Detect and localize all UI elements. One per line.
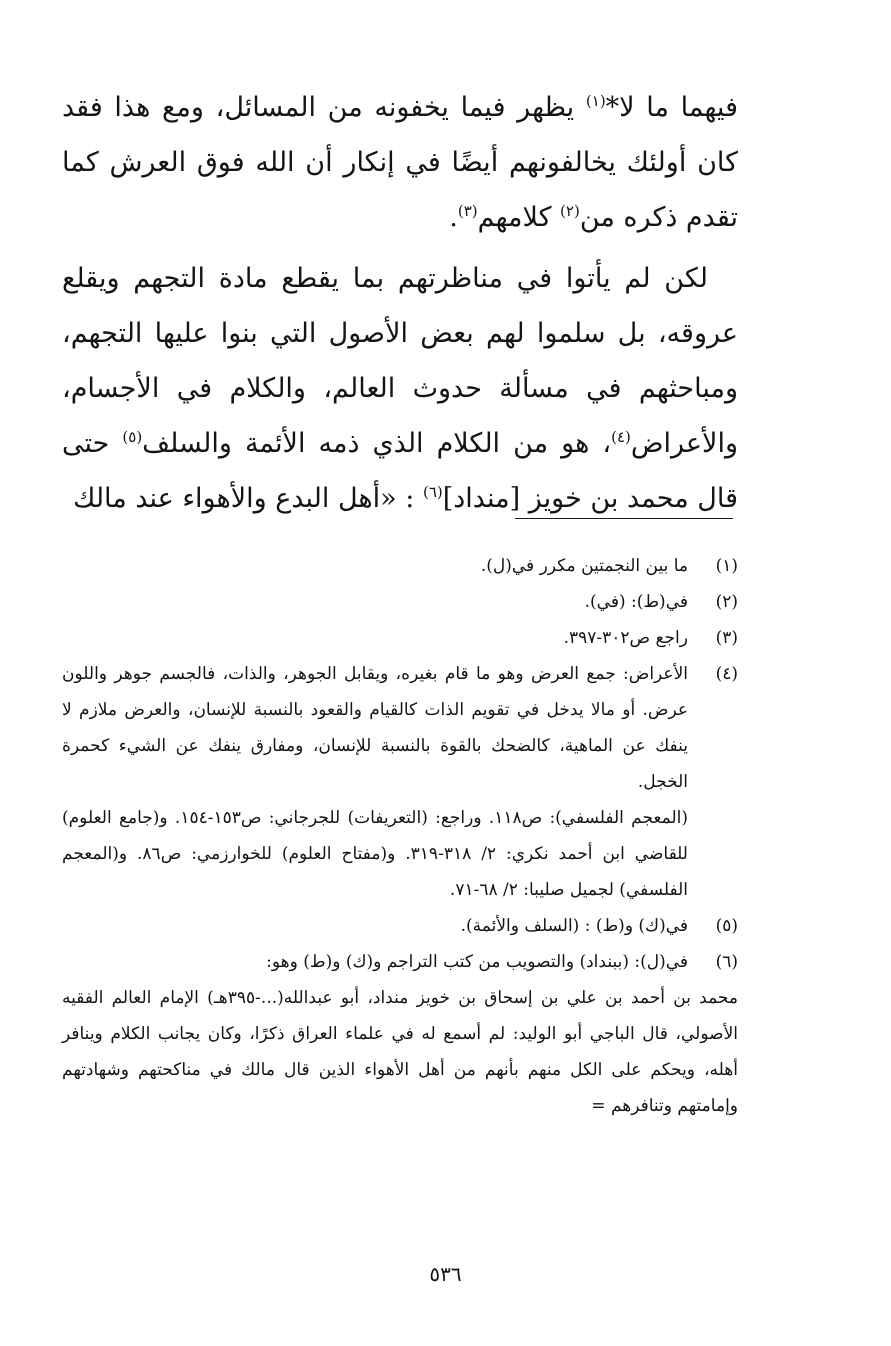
footnote-text: ما بين النجمتين مكرر في(ل). [480,556,688,576]
footnote-body [62,944,688,980]
text-run: يظهر فيما يخفونه من المسائل، ومع هذا فقد كان أولئك يخالفونهم أيضًا في إنكار أن الله فوق العرش كما تقدم ذكره من [62,92,738,233]
footnote-text: راجع ص٣٠٢-٣٩٧. [563,628,688,648]
footnote-ref-6[interactable]: (٦) [422,483,443,501]
footnote-ref-2[interactable]: (٢) [560,202,580,220]
footnote-body [62,620,688,656]
footnote-separator [515,518,733,519]
footnote-3 [62,620,738,656]
footnote-number: (١) [715,556,738,576]
text-run: لكن لم يأتوا في مناظرتهم بما يقطع مادة التجهم ويقلع عروقه، بل سلموا لهم بعض الأصول التي بنوا عليها التجهم، ومباحثهم في مسألة حدوث العالم، والكلام في الأجسام، والأعراض [62,263,738,459]
footnote-6-continuation [62,980,738,1124]
footnote-5 [62,908,738,944]
footnote-6 [62,944,738,980]
footnote-body [62,908,688,944]
footnote-text: (المعجم الفلسفي): ص١١٨. وراجع: (التعريفات) للجرجاني: ص١٥٣-١٥٤. و(جامع العلوم) للقاضي ابن أحمد نكري: ٢/ ٣١٨-٣١٩. و(مفتاح العلوم) للخوارزمي: ص٨٦. و(المعجم الفلسفي) لجميل صليبا: ٢/ ٦٨-٧١. [62,808,688,900]
footnote-text: الأعراض: جمع العرض وهو ما قام بغيره، ويقابل الجوهر، والذات، فالجسم جوهر واللون عرض. أو مالا يدخل في تقويم الذات كالقيام والقعود بالنسبة للإنسان، والعرض ملازم لا ينفك عن الماهية، كالضحك بالقوة بالنسبة للإنسان، ومفارق ينفك عن الشيء كحمرة الخجل. [62,664,688,792]
text-run: كلامهم [477,202,561,233]
page-number: ٥٣٦ [429,1262,462,1286]
footnote-number: (٢) [715,592,738,612]
text-run: : «أهل البدع والأهواء عند مالك [73,483,423,514]
footnote-text: في(ط): (في). [584,592,688,612]
footnote-text: في(ك) و(ط) : (السلف والأئمة). [460,916,688,936]
text-run: فيهما ما لا* [605,92,738,123]
paragraph-2 [62,251,738,526]
footnote-number: (٥) [715,916,738,936]
footnote-ref-3[interactable]: (٣) [457,202,478,220]
footnotes [62,548,738,1124]
footnote-2 [62,584,738,620]
footnote-text: في(ل): (ببنداد) والتصويب من كتب التراجم و(ك) و(ط) وهو: [266,952,688,972]
text-run: ، هو من الكلام الذي ذمه الأئمة والسلف [142,428,612,459]
footnote-body [62,584,688,620]
footnote-number: (٤) [715,664,738,684]
text-run: حتى قال محمد بن خويز [منداد] [62,428,738,514]
footnote-text: محمد بن أحمد بن علي بن إسحاق بن خويز منداد، أبو عبدالله(...-٣٩٥هـ) الإمام العالم الفقيه الأصولي، قال الباجي أبو الوليد: لم أسمع له في علماء العراق ذكرًا، وكان يجانب الكلام وينافر أهله، ويحكم على الكل منهم بأنهم من أهل الأهواء الذين قال مالك في مناكحتهم وشهادتهم وإمامتهم وتنافرهم [62,988,738,1116]
footnote-number: (٦) [715,952,738,972]
footnote-ref-4[interactable]: (٤) [611,428,631,446]
main-text [62,80,738,526]
footnote-4 [62,656,738,908]
footnote-body [62,548,688,584]
text-run: . [449,202,458,233]
continuation-mark: = [591,1096,606,1116]
footnote-ref-5[interactable]: (٥) [122,428,143,446]
footnote-body [62,656,688,908]
footnote-1 [62,548,738,584]
footnote-number: (٣) [715,628,738,648]
paragraph-1 [62,80,738,245]
footnote-ref-1[interactable]: (١) [585,92,606,110]
